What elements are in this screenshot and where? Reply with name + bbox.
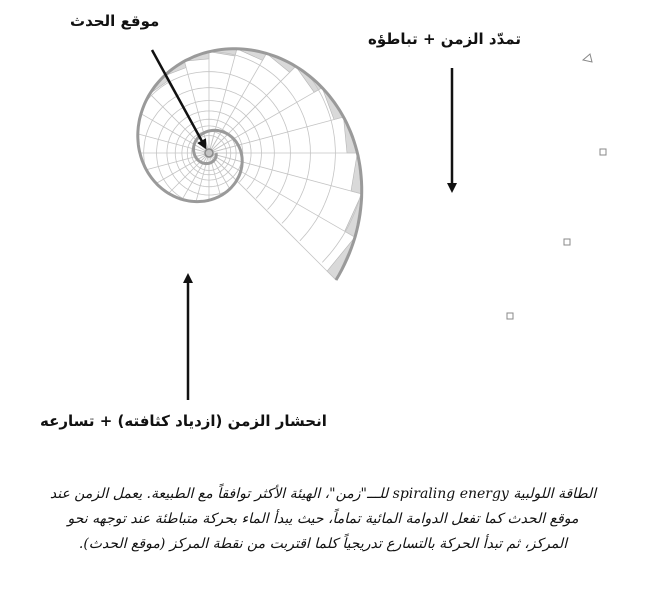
figure-caption xyxy=(20,482,626,557)
caption-line-1: الطاقة اللولبية spiraling energy للـــ"زمن"، الهيئة الأكثر توافقاً مع الطبيعة. يعمل الزمن عند xyxy=(49,486,597,502)
caption-line-2: موقع الحدث كما تفعل الدوامة المائية تماماً، حيث يبدأ الماء بحركة متباطئة عند توجهه نحو xyxy=(67,511,579,527)
time-stretch-label: تمدّد الزمن + تباطؤه xyxy=(368,30,521,48)
marker-box-2 xyxy=(564,239,570,245)
event-location-label: موقع الحدث xyxy=(70,12,160,30)
marker-box-1 xyxy=(600,149,606,155)
time-compress-label: انحشار الزمن (ازدياد كثافته) + تسارعه xyxy=(40,412,327,430)
marker-tip xyxy=(583,54,592,62)
grid-arc xyxy=(213,52,311,224)
caption-line-3: المركز، ثم تبدأ الحركة بالتسارع تدريجياً كلما اقتربت من نقطة المركز (موقع الحدث). xyxy=(78,536,568,552)
spiral-grid-arcs xyxy=(144,52,361,263)
marker-box-3 xyxy=(507,313,513,319)
spiral-shaded-wedges xyxy=(150,49,362,280)
